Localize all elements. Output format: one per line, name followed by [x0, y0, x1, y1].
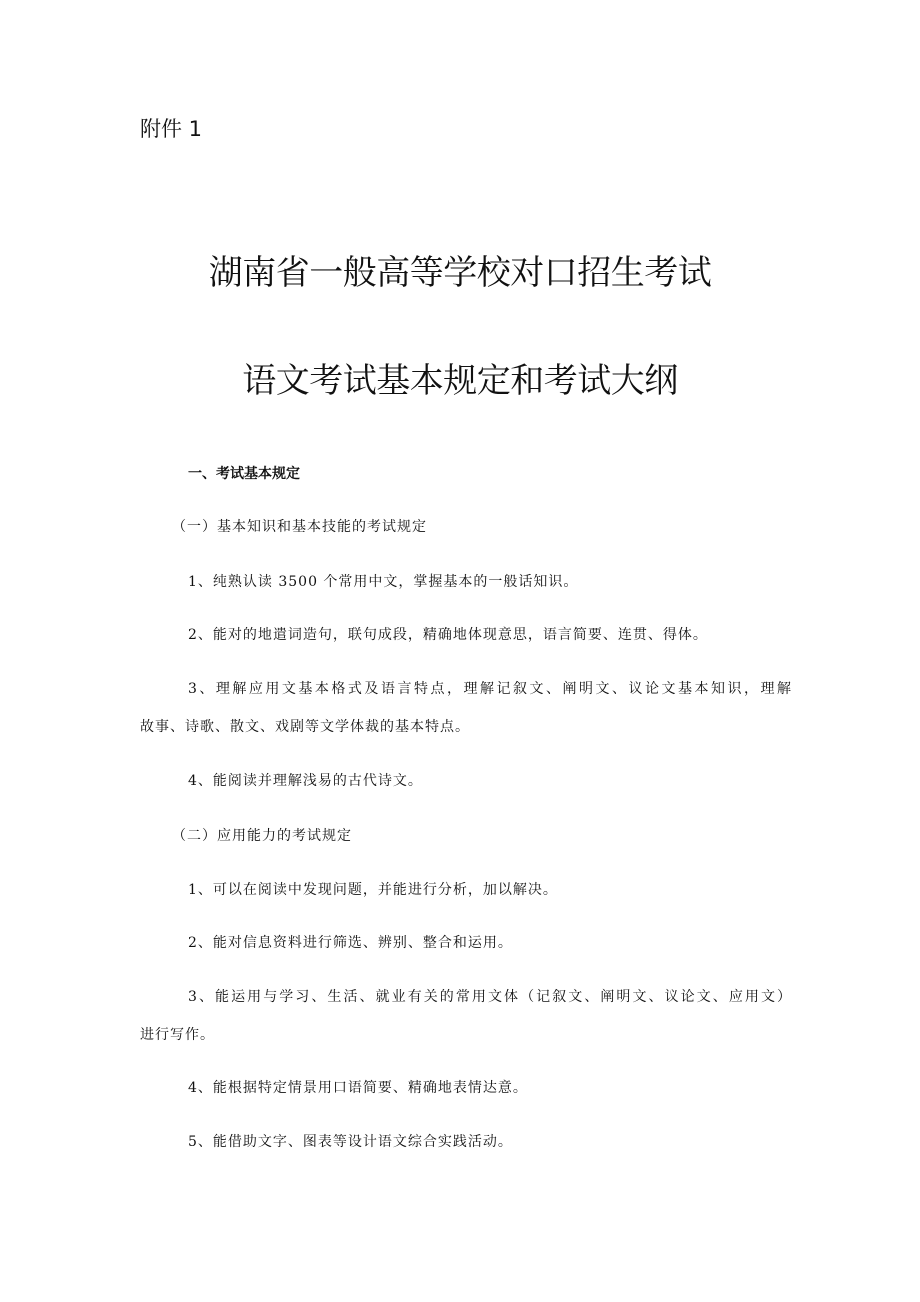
paragraph-1-2: 2、能对的地遣词造句，联句成段，精确地体现意思，语言简要、连贯、得体。: [188, 627, 708, 643]
attachment-label: 附件 1: [140, 117, 203, 141]
paragraph-2-3-continued: 进行写作。: [140, 1027, 215, 1043]
document-title-line-2: 语文考试基本规定和考试大纲: [242, 361, 678, 401]
subsection-heading-2: （二）应用能力的考试规定: [172, 828, 352, 844]
paragraph-1-3-continued: 故事、诗歌、散文、戏剧等文学体裁的基本特点。: [140, 719, 470, 735]
paragraph-2-1: 1、可以在阅读中发现问题，并能进行分析，加以解决。: [188, 882, 558, 898]
paragraph-1-1: 1、纯熟认读 3500 个常用中文，掌握基本的一般话知识。: [188, 574, 579, 590]
paragraph-1-4: 4、能阅读并理解浅易的古代诗文。: [188, 773, 423, 789]
document-title-line-1: 湖南省一般高等学校对口招生考试: [208, 253, 712, 293]
paragraph-2-3: 3、能运用与学习、生活、就业有关的常用文体（记叙文、阐明文、议论文、应用文）: [188, 989, 792, 1005]
paragraph-2-5: 5、能借助文字、图表等设计语文综合实践活动。: [188, 1134, 513, 1150]
section-heading: 一、考试基本规定: [188, 466, 300, 482]
subsection-heading-1: （一）基本知识和基本技能的考试规定: [172, 519, 427, 535]
paragraph-1-3: 3、理解应用文基本格式及语言特点，理解记叙文、阐明文、议论文基本知识，理解: [188, 681, 792, 697]
paragraph-2-4: 4、能根据特定情景用口语简要、精确地表情达意。: [188, 1080, 528, 1096]
paragraph-2-2: 2、能对信息资料进行筛选、辨别、整合和运用。: [188, 935, 513, 951]
